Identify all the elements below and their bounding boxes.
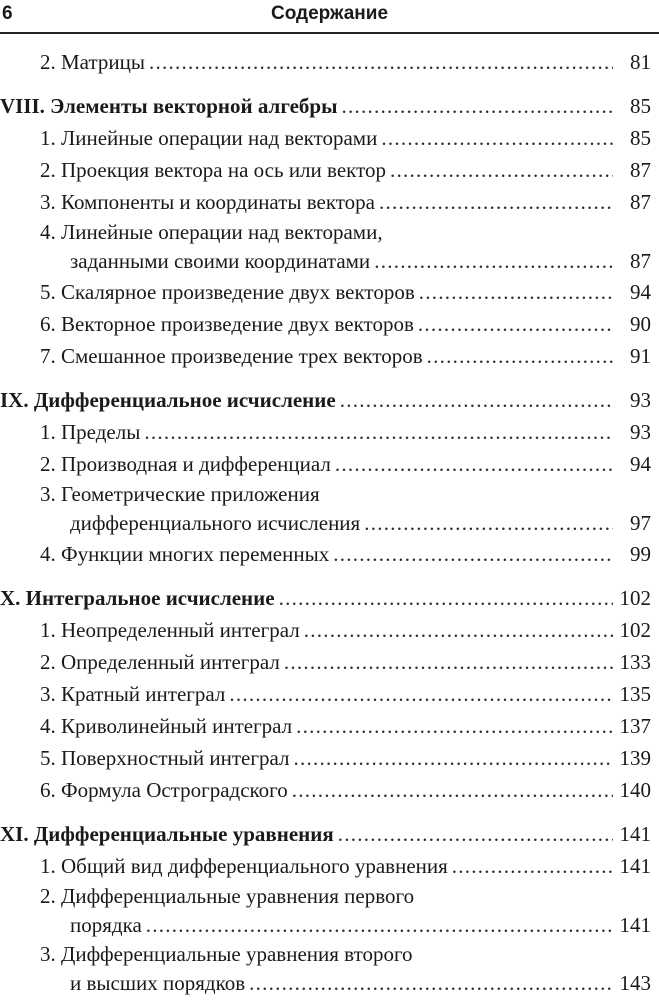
dot-leader bbox=[149, 46, 613, 78]
toc-page-number: 91 bbox=[630, 344, 651, 368]
header-rule bbox=[0, 32, 659, 34]
toc-entry-title: 1. Общий вид дифференциального уравнения bbox=[40, 854, 448, 878]
dot-leader bbox=[304, 614, 613, 646]
dot-leader bbox=[427, 340, 613, 372]
toc-entry-title: 3. Дифференциальные уравнения второго bbox=[40, 942, 413, 966]
toc-section[interactable] bbox=[0, 186, 659, 218]
toc-entry-title: 5. Поверхностный интеграл bbox=[40, 746, 290, 770]
toc-page-number: 137 bbox=[619, 714, 651, 738]
toc-page-number: 97 bbox=[630, 511, 651, 535]
toc-section-continuation[interactable] bbox=[0, 911, 659, 940]
dot-leader bbox=[293, 742, 613, 774]
toc-chapter[interactable] bbox=[0, 384, 659, 416]
toc-section[interactable] bbox=[0, 742, 659, 774]
toc-entry-title: 6. Векторное произведение двух векторов bbox=[40, 312, 414, 336]
toc-section-continuation[interactable] bbox=[0, 509, 659, 538]
toc-entry-title: 3. Кратный интеграл bbox=[40, 682, 226, 706]
toc-section[interactable] bbox=[0, 154, 659, 186]
toc-page-number: 143 bbox=[619, 971, 651, 995]
toc-page-number: 87 bbox=[630, 190, 651, 214]
table-of-contents bbox=[0, 46, 659, 998]
toc-entry-title: 4. Функции многих переменных bbox=[40, 542, 330, 566]
running-title: Содержание bbox=[270, 3, 389, 24]
toc-entry-title: 1. Неопределенный интеграл bbox=[40, 618, 300, 642]
toc-section-continuation[interactable] bbox=[0, 247, 659, 276]
toc-page-number: 81 bbox=[630, 50, 651, 74]
toc-entry-title: 2. Определенный интеграл bbox=[40, 650, 280, 674]
toc-entry-title: 5. Скалярное произведение двух векторов bbox=[40, 280, 415, 304]
toc-entry-title: 2. Производная и дифференциал bbox=[40, 452, 331, 476]
toc-entry-title: 1. Пределы bbox=[40, 420, 141, 444]
toc-entry-title: 2. Матрицы bbox=[40, 50, 145, 74]
toc-page-number: 93 bbox=[630, 388, 651, 412]
toc-section[interactable] bbox=[0, 218, 659, 247]
toc-section-continuation[interactable] bbox=[0, 969, 659, 998]
toc-section[interactable] bbox=[0, 646, 659, 678]
toc-page-number: 135 bbox=[619, 682, 651, 706]
toc-entry-title: 7. Смешанное произведение трех векторов bbox=[40, 344, 423, 368]
toc-page-number: 85 bbox=[630, 94, 651, 118]
dot-leader bbox=[335, 448, 613, 480]
dot-leader bbox=[390, 154, 613, 186]
toc-section[interactable] bbox=[0, 46, 659, 78]
page-header bbox=[0, 0, 659, 34]
dot-leader bbox=[340, 384, 613, 416]
dot-leader bbox=[419, 276, 613, 308]
toc-entry-title: 2. Дифференциальные уравнения первого bbox=[40, 884, 415, 908]
toc-page-number: 94 bbox=[630, 280, 651, 304]
dot-leader bbox=[284, 646, 613, 678]
toc-section[interactable] bbox=[0, 340, 659, 372]
toc-section[interactable] bbox=[0, 276, 659, 308]
dot-leader bbox=[342, 90, 614, 122]
toc-page-number: 141 bbox=[619, 822, 651, 846]
toc-section[interactable] bbox=[0, 480, 659, 509]
toc-entry-title: 4. Криволинейный интеграл bbox=[40, 714, 293, 738]
toc-entry-title: и высших порядков bbox=[70, 971, 246, 995]
toc-entry-title: IX. Дифференциальное исчисление bbox=[0, 388, 336, 412]
page-number: 6 bbox=[2, 3, 13, 24]
toc-entry-title: 1. Линейные операции над векторами bbox=[40, 126, 378, 150]
toc-entry-title: 6. Формула Остроградского bbox=[40, 778, 288, 802]
toc-page-number: 90 bbox=[630, 312, 651, 336]
dot-leader bbox=[379, 186, 613, 218]
toc-page-number: 133 bbox=[619, 650, 651, 674]
toc-section[interactable] bbox=[0, 122, 659, 154]
dot-leader bbox=[249, 969, 613, 998]
toc-page-number: 87 bbox=[630, 158, 651, 182]
toc-page-number: 141 bbox=[619, 913, 651, 937]
toc-page-number: 85 bbox=[630, 126, 651, 150]
toc-page-number: 87 bbox=[630, 249, 651, 273]
dot-leader bbox=[144, 416, 613, 448]
toc-page-number: 99 bbox=[630, 542, 651, 566]
toc-section[interactable] bbox=[0, 448, 659, 480]
dot-leader bbox=[229, 678, 613, 710]
toc-entry-title: 3. Геометрические приложения bbox=[40, 482, 320, 506]
toc-page-number: 141 bbox=[619, 854, 651, 878]
dot-leader bbox=[381, 122, 613, 154]
toc-page-number: 102 bbox=[619, 586, 651, 610]
dot-leader bbox=[333, 538, 613, 570]
toc-page-number: 140 bbox=[619, 778, 651, 802]
toc-section[interactable] bbox=[0, 774, 659, 806]
toc-page-number: 139 bbox=[619, 746, 651, 770]
toc-chapter[interactable] bbox=[0, 90, 659, 122]
toc-page-number: 94 bbox=[630, 452, 651, 476]
toc-entry-title: 3. Компоненты и координаты вектора bbox=[40, 190, 376, 214]
toc-section[interactable] bbox=[0, 416, 659, 448]
toc-entry-title: VIII. Элементы векторной алгебры bbox=[0, 94, 338, 118]
dot-leader bbox=[279, 582, 613, 614]
toc-entry-title: заданными своими координатами bbox=[70, 249, 371, 273]
toc-section[interactable] bbox=[0, 614, 659, 646]
toc-chapter[interactable] bbox=[0, 582, 659, 614]
toc-section[interactable] bbox=[0, 940, 659, 969]
dot-leader bbox=[296, 710, 613, 742]
toc-entry-title: порядка bbox=[70, 913, 142, 937]
dot-leader bbox=[418, 308, 613, 340]
toc-page-number: 102 bbox=[619, 618, 651, 642]
toc-entry-title: дифференциального исчисления bbox=[70, 511, 361, 535]
dot-leader bbox=[146, 911, 613, 940]
dot-leader bbox=[452, 850, 613, 882]
toc-entry-title: X. Интегральное исчисление bbox=[0, 586, 275, 610]
dot-leader bbox=[338, 818, 613, 850]
toc-entry-title: 2. Проекция вектора на ось или вектор bbox=[40, 158, 386, 182]
toc-section[interactable] bbox=[0, 710, 659, 742]
toc-section[interactable] bbox=[0, 882, 659, 911]
toc-page-number: 93 bbox=[630, 420, 651, 444]
toc-chapter[interactable] bbox=[0, 818, 659, 850]
toc-section[interactable] bbox=[0, 538, 659, 570]
toc-entry-title: XI. Дифференциальные уравнения bbox=[0, 822, 334, 846]
toc-section[interactable] bbox=[0, 678, 659, 710]
toc-entry-title: 4. Линейные операции над векторами, bbox=[40, 220, 383, 244]
toc-section[interactable] bbox=[0, 308, 659, 340]
dot-leader bbox=[292, 774, 613, 806]
toc-section[interactable] bbox=[0, 850, 659, 882]
dot-leader bbox=[364, 509, 613, 538]
dot-leader bbox=[374, 247, 613, 276]
